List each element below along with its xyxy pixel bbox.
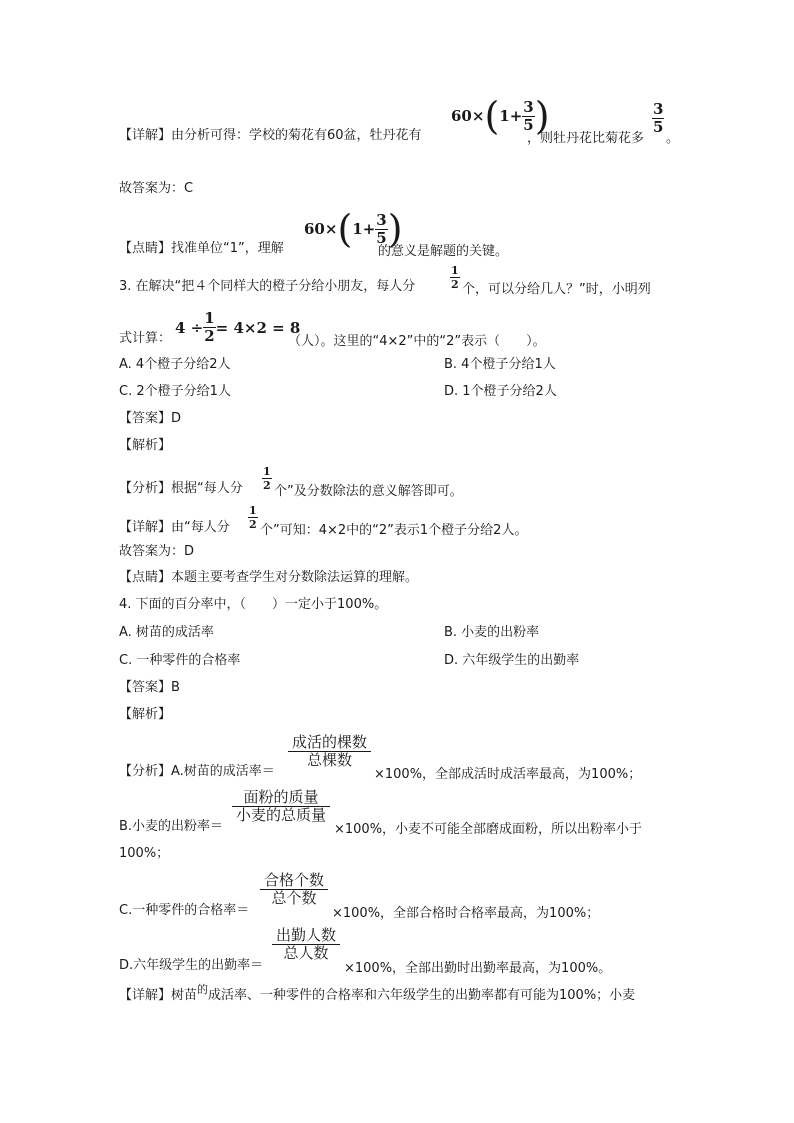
detail-prefix: 【详解】由分析可得：学校的菊花有60盆，牡丹花有	[119, 128, 422, 143]
fraction-numerator: 合格个数	[264, 871, 325, 889]
expr-one-plus: 1+	[352, 220, 376, 238]
expr-one-plus: 1+	[499, 107, 523, 125]
q4-analysis-d-post: ×100%，全部出勤时出勤率最高，为100%。	[344, 961, 612, 976]
fraction-flour	[232, 790, 330, 823]
q4-option-b: B. 小麦的出粉率	[444, 625, 540, 640]
q3-final: 故答案为：D	[119, 544, 195, 559]
q4-option-a: A. 树苗的成活率	[119, 625, 214, 640]
fraction-denominator: 总人数	[283, 944, 329, 962]
q4-option-c: C. 一种零件的合格率	[119, 653, 241, 668]
q3-stem-line-2: 式计算：	[119, 331, 172, 346]
fraction-numerator: 1	[249, 504, 257, 517]
q4-detail-line	[119, 983, 636, 1005]
q4-stem: 4. 下面的百分率中，（ ）一定小于100%。	[119, 597, 388, 612]
detail-line-1	[119, 101, 422, 143]
q3-stem-part-a: 3. 在解决“把４个同样大的橙子分给小朋友，每人分	[119, 279, 416, 294]
fraction-numerator: 3	[523, 97, 534, 116]
fraction-denominator: 总棵数	[307, 751, 353, 769]
fraction-denominator: 2	[249, 518, 257, 531]
q4-analysis-b-wrap: 100%；	[119, 846, 170, 861]
fraction-denominator: 5	[523, 115, 534, 134]
fraction-numerator: 出勤人数	[276, 926, 337, 944]
fraction-denominator: 2	[204, 327, 215, 345]
fraction-numerator: 成活的棵数	[292, 733, 368, 751]
q3-jiexi: 【解析】	[119, 438, 172, 453]
q4-analysis-d: D.六年级学生的出勤率＝	[119, 958, 264, 973]
q3-fenxi-b: 个”及分数除法的意义解答即可。	[274, 484, 463, 499]
q4-analysis-a-post: ×100%，全部成活时成活率最高，为100%；	[374, 767, 642, 782]
fraction-denominator: 2	[451, 278, 459, 291]
q4-answer: 【答案】B	[119, 680, 180, 695]
detail-mid: ，则牡丹花比菊花多	[527, 131, 645, 146]
q4-analysis-b-post: ×100%，小麦不可能全部磨成面粉，所以出粉率小于	[334, 822, 643, 837]
fraction-numerator: 面粉的质量	[243, 788, 319, 806]
right-paren: )	[534, 94, 550, 138]
q4-analysis-a: 【分析】A.树苗的成活率＝	[119, 764, 275, 779]
fraction-qualified	[260, 873, 328, 906]
q3-option-d: D. 1个橙子分给2人	[444, 384, 557, 399]
q4-analysis-b: B.小麦的出粉率＝	[119, 819, 224, 834]
answer-line-c: 故答案为：C	[119, 181, 194, 196]
expr-multiplier: 60×	[451, 107, 485, 125]
q3-equation	[175, 311, 300, 344]
equation-part-a: 4 ÷	[175, 318, 204, 337]
q3-option-b: B. 4个橙子分给1人	[444, 357, 556, 372]
fraction-numerator: 3	[376, 210, 387, 229]
q3-xiangjie-a: 【详解】由“每人分	[119, 520, 230, 535]
fraction-denominator: 总个数	[271, 889, 317, 907]
q3-stem-part-c: （人）。这里的“4×2”中的“2”表示（ ）。	[288, 334, 546, 349]
q3-option-a: A. 4个橙子分给2人	[119, 357, 231, 372]
dianjing-line: 【点睛】找准单位“1”，理解	[119, 241, 284, 256]
q3-stem-line-1	[119, 278, 415, 296]
q3-stem-part-b: 个，可以分给几人？”时，小明列	[462, 282, 651, 297]
fraction-one-half	[248, 505, 258, 530]
detail-end: 。	[666, 131, 680, 146]
q4-detail-part-a: 【详解】树苗	[119, 988, 198, 1003]
q3-dianjing: 【点睛】本题主要考查学生对分数除法运算的理解。	[119, 570, 419, 585]
fraction-one-half-large	[203, 311, 215, 344]
q4-detail-part-b: 成活率、一种零件的合格率和六年级学生的出勤率都有可能为100%；小麦	[208, 988, 636, 1003]
expr-multiplier: 60×	[304, 220, 338, 238]
fraction-numerator: 1	[204, 309, 215, 327]
fraction-attendance	[272, 928, 340, 961]
fraction-one-half	[262, 466, 272, 491]
fraction-denominator: 2	[263, 479, 271, 492]
q3-fenxi-a: 【分析】根据“每人分	[119, 481, 243, 496]
right-paren: )	[387, 207, 403, 251]
q4-jiexi: 【解析】	[119, 707, 172, 722]
q4-detail-superscript: 的	[197, 983, 209, 996]
q3-xiangjie-b: 个”可知：4×2中的“2”表示1个橙子分给2人。	[260, 523, 528, 538]
left-paren: (	[484, 94, 500, 138]
fraction-denominator: 5	[376, 228, 387, 247]
q3-answer: 【答案】D	[119, 411, 182, 426]
dianjing-suffix: 的意义是解题的关键。	[378, 244, 509, 259]
left-paren: (	[337, 207, 353, 251]
equation-part-b: = 4×2 = 8	[215, 318, 301, 337]
q4-analysis-c-post: ×100%，全部合格时合格率最高，为100%；	[332, 906, 600, 921]
q4-analysis-c: C.一种零件的合格率＝	[119, 903, 250, 918]
fraction-numerator: 3	[653, 100, 664, 118]
q4-option-d: D. 六年级学生的出勤率	[444, 653, 580, 668]
fraction-survival	[288, 735, 371, 768]
fraction-numerator: 1	[451, 264, 459, 277]
fraction-three-fifths-standalone	[652, 102, 664, 135]
fraction-one-half	[450, 265, 460, 290]
fraction-denominator: 小麦的总质量	[236, 806, 327, 824]
fraction-denominator: 5	[653, 118, 664, 136]
q3-option-c: C. 2个橙子分给1人	[119, 384, 231, 399]
fraction-numerator: 1	[263, 465, 271, 478]
